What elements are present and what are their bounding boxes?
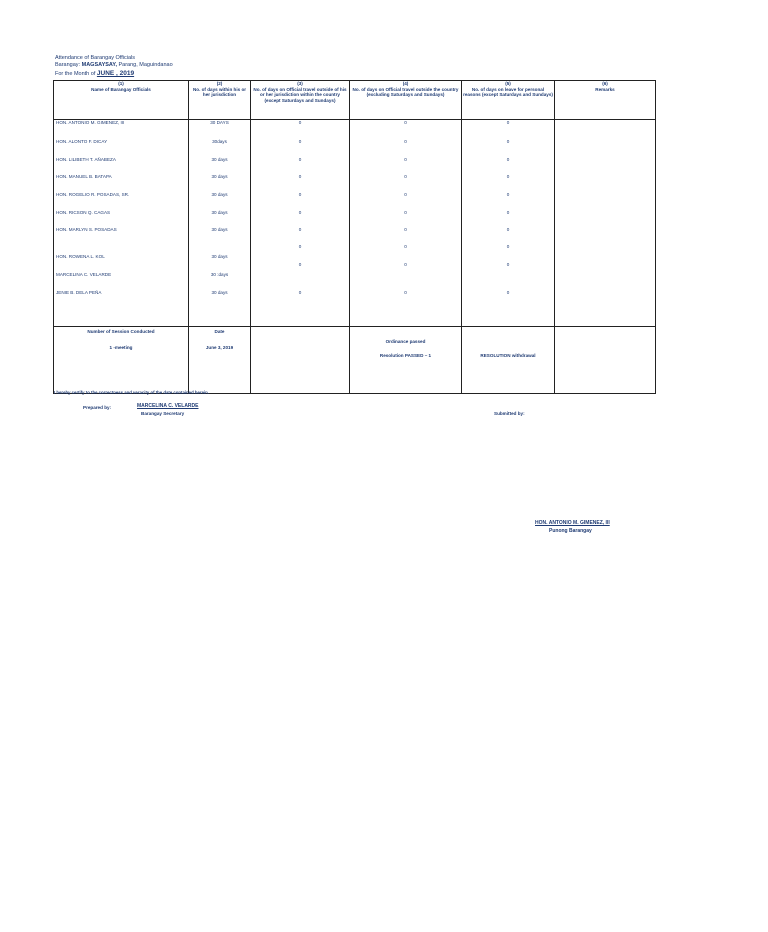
travel-local-value: 0 [298,139,302,144]
barangay-location: Parang, Maguindanao [118,62,173,68]
travel-abroad-value: 0 [404,227,407,232]
col-num: (2) [216,81,223,86]
resolution-passed: Resolution PASSED – 1 [379,353,432,358]
sessions-value: 1 -meeting [109,345,133,350]
leave-value: 0 [506,120,510,125]
col-num: (5) [505,81,511,86]
days-within-value: 30 days [211,192,228,197]
travel-abroad-value: 0 [404,120,407,125]
travel-local-value: 0 [298,174,302,179]
official-name: HON. LILIBETH T. AÑABEZA [56,157,116,162]
date-value: June 3, 2019 [205,345,234,350]
submitted-by-name: HON. ANTONIO M. GIMENEZ, III [535,520,610,526]
session-row [54,327,656,394]
official-name: HON. MANUEL B. BATAPA [56,174,112,179]
prepared-by-label: Prepared by: [83,405,112,410]
month-line [55,70,134,78]
col-label: Remarks [595,86,615,92]
resolution-withdrawal-cell [462,327,555,394]
travel-local-value: 0 [298,227,302,232]
travel-abroad-value: 0 [404,139,407,144]
travel-abroad-value: 0 [404,174,407,179]
submitted-by-title: Punong Barangay [549,528,592,534]
table-header-row [54,81,656,120]
days-within-value: 30 :days [210,272,229,277]
official-name: HON. ROGELIO R. POSADAS, SR. [56,192,130,197]
travel-local-value: 0 [298,120,302,125]
sessions-label: Number of Session Conducted [87,329,155,334]
travel-abroad-value: 0 [404,192,407,197]
officials-names-cell [54,120,189,327]
leave-value: 0 [506,227,510,232]
legislation-cell [350,327,462,394]
official-name: HON. RICSON Q. CAGAS [56,210,111,215]
session-date-cell [189,327,251,394]
leave-value: 0 [506,290,510,295]
days-within-value: 30 days [211,157,228,162]
month-label: For the Month of [55,71,96,77]
attendance-table [53,80,656,394]
col-label: No. of days on leave for personal reasons (except Saturdays and Sundays) [463,86,553,98]
leave-value: 0 [506,174,510,179]
days-within-value: 30 days [211,254,228,259]
col-label: No. of days within his or her jurisdiction [192,86,247,98]
leave-value: 0 [506,192,510,197]
col-header-3 [251,81,350,120]
travel-local-value: 0 [298,262,302,267]
official-name: JENIE B. DELA PEÑA [56,290,102,295]
submitted-by-label: Submitted by: [494,411,525,416]
report-title: Attendance of Barangay Officials [55,55,136,61]
official-name: HON. ANTONIO M. GIMENEZ, III [56,120,125,125]
travel-abroad-cell [350,120,462,327]
session-remarks-cell [555,327,656,394]
officials-body-row [54,120,656,327]
official-name: HON. MARLYN S. POSADAS [56,227,117,232]
official-name: HON. ALONTO F. DICAY [56,139,108,144]
prepared-by-title: Barangay Secretary [141,411,185,416]
travel-abroad-value: 0 [404,262,407,267]
travel-local-value: 0 [298,244,302,249]
leave-value: 0 [506,157,510,162]
col-label: Name of Barangay Officials [91,86,151,92]
col-label: No. of days on Official travel outside of his or her jurisdiction within the country (except Saturdays and Sundays) [253,86,347,103]
days-within-value: 30days [212,139,227,144]
barangay-name: MAGSAYSAY, [81,62,117,68]
date-label: Date [214,329,225,334]
days-within-value: 30 DAYS [210,120,229,125]
col-header-4 [350,81,462,120]
travel-local-value: 0 [298,192,302,197]
prepared-by-name: MARCELINA C. VELARDE [137,403,199,409]
travel-local-value: 0 [298,210,302,215]
official-name: HON. ROWENA L. KOL [56,254,105,259]
certification-text: I hereby certify to the correctness and veracity of the date contained herein. [54,390,209,395]
travel-local-cell [251,120,350,327]
remarks-cell [555,120,656,327]
col-header-1 [54,81,189,120]
col-num: (4) [402,81,409,86]
days-within-value: 30 days [211,227,228,232]
col-header-2 [189,81,251,120]
leave-value: 0 [506,210,510,215]
leave-value: 0 [506,244,510,249]
barangay-label: Barangay: [55,62,81,68]
month-value: JUNE , 2019 [96,70,135,77]
days-within-cell [189,120,251,327]
ordinance-label: Ordinance passed [385,339,426,344]
col-num: (6) [602,81,608,86]
col-header-5 [462,81,555,120]
official-name: MARCELINA C. VELARDE [56,272,112,277]
sessions-cell [54,327,189,394]
col-header-6 [555,81,656,120]
col-num: (3) [297,81,303,86]
leave-value: 0 [506,262,510,267]
session-col3-cell [251,327,350,394]
resolution-withdrawal: RESOLUTION withdrawal [480,353,536,358]
travel-abroad-value: 0 [404,290,407,295]
leave-value: 0 [506,139,510,144]
barangay-line [55,62,173,69]
days-within-value: 30 days [211,210,228,215]
days-within-value: 30 days [211,290,228,295]
col-label: No. of days on Official travel outside the country (excluding Saturdays and Sundays) [352,86,459,98]
travel-local-value: 0 [298,290,302,295]
travel-abroad-value: 0 [404,157,407,162]
travel-abroad-value: 0 [404,210,407,215]
leave-cell [462,120,555,327]
travel-abroad-value: 0 [404,244,407,249]
col-num: (1) [118,81,124,86]
days-within-value: 30 days [211,174,228,179]
travel-local-value: 0 [298,157,302,162]
